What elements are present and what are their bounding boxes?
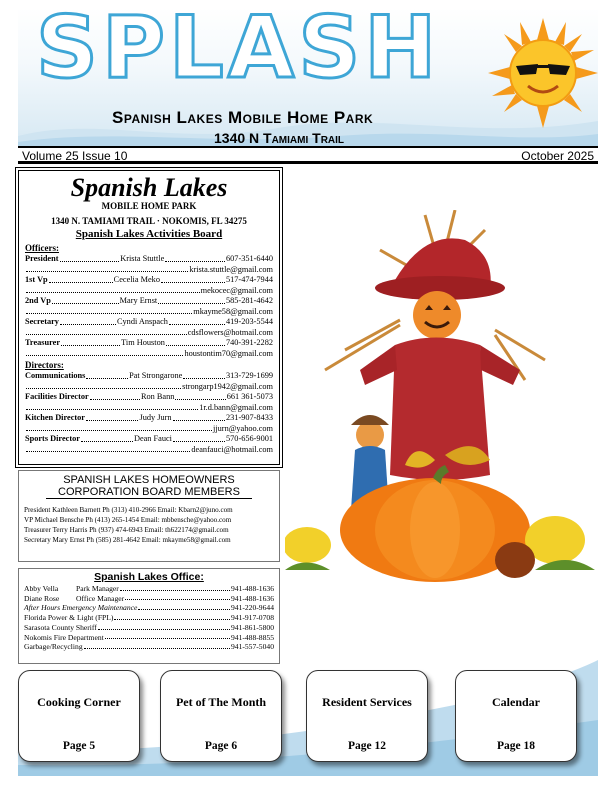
- member-name: Judy Jurn: [139, 413, 172, 422]
- member-email: strongarp1942@gmail.com: [182, 381, 273, 391]
- member-role: President: [25, 254, 59, 263]
- board-member-email-row: [25, 265, 273, 276]
- leader-dots: [26, 424, 212, 432]
- board-member-email-row: [25, 286, 273, 297]
- park-address: 1340 N Tamiami Trail: [214, 130, 345, 146]
- leader-dots: [173, 434, 225, 442]
- leader-dots: [114, 613, 230, 620]
- member-name: Ron Bann: [140, 392, 175, 401]
- board-member-row: [25, 392, 273, 403]
- member-role: Communications: [25, 371, 86, 380]
- office-contact-row: [24, 642, 274, 652]
- hoa-board-box: [18, 470, 280, 562]
- member-email: deanfauci@hotmail.com: [191, 444, 273, 454]
- leader-dots: [175, 392, 225, 400]
- leader-dots: [26, 265, 188, 273]
- member-role: Sports Director: [25, 434, 80, 443]
- nav-card-page: Page 6: [204, 740, 238, 752]
- issue-volume: Volume 25 Issue 10: [22, 149, 128, 163]
- board-member-row: [25, 317, 273, 328]
- nav-card-page: Page 5: [62, 740, 96, 752]
- member-phone: 607-351-6440: [226, 254, 274, 263]
- board-box-address: 1340 N. TAMIAMI TRAIL · NOKOMIS, FL 34275: [51, 216, 247, 226]
- staff-role: Office Manager: [76, 593, 125, 603]
- member-phone: 419-203-5544: [226, 317, 274, 326]
- member-name: Tim Houston: [121, 338, 165, 347]
- board-member-email-row: [25, 307, 273, 318]
- contact-phone: 941-488-8855: [230, 632, 274, 642]
- nav-card-cooking-corner[interactable]: [18, 670, 140, 762]
- leader-dots: [166, 338, 225, 346]
- officers-list: [25, 254, 273, 359]
- leader-dots: [138, 603, 230, 610]
- board-member-row: [25, 296, 273, 307]
- issue-bar: [18, 146, 598, 164]
- leader-dots: [158, 296, 225, 304]
- leader-dots: [161, 275, 225, 283]
- member-phone: 517-474-7944: [225, 275, 273, 284]
- nav-card-title: Calendar: [492, 695, 540, 709]
- board-member-email-row: [25, 328, 273, 339]
- leader-dots: [61, 338, 120, 346]
- board-member-row: [25, 254, 273, 265]
- contact-label: Garbage/Recycling: [24, 642, 83, 652]
- member-email: mekocec@gmail.com: [200, 285, 273, 295]
- issue-date: October 2025: [521, 149, 594, 163]
- member-name: Mary Ernst: [119, 296, 158, 305]
- board-member-row: [25, 275, 273, 286]
- member-email: houstontim70@gmail.com: [184, 348, 273, 358]
- leader-dots: [26, 382, 181, 390]
- nav-card-resident-services[interactable]: [306, 670, 428, 762]
- board-member-row: [25, 371, 273, 382]
- office-contact-row: [24, 623, 274, 633]
- nav-card-title: Cooking Corner: [37, 695, 121, 709]
- nav-card-calendar[interactable]: [455, 670, 577, 762]
- masthead: [18, 0, 598, 146]
- member-phone: 740-391-2282: [225, 338, 273, 347]
- member-email: mkayme58@gmail.com: [193, 306, 273, 316]
- hoa-member-line: VP Michael Bensche Ph (413) 265-1454 Email: mbbensche@yahoo.com: [24, 516, 232, 524]
- staff-name: Abby Vella: [24, 584, 59, 593]
- office-staff-row: [24, 594, 274, 604]
- hoa-member-line: Treasurer Terry Harris Ph (937) 474-6943 Email: th622174@gmail.com: [24, 526, 229, 534]
- leader-dots: [90, 392, 140, 400]
- member-role: Treasurer: [25, 338, 61, 347]
- office-contact-row: [24, 613, 274, 623]
- member-phone: 585-281-4642: [225, 296, 273, 305]
- contact-phone: 941-861-5800: [230, 622, 274, 632]
- member-name: Cyndi Anspach: [117, 317, 168, 326]
- leader-dots: [165, 254, 225, 262]
- hoa-title-line1: SPANISH LAKES HOMEOWNERS: [63, 474, 235, 486]
- nav-card-page: Page 12: [347, 740, 386, 752]
- member-email: cdsflowers@hotmail.com: [187, 327, 273, 337]
- leader-dots: [84, 642, 230, 649]
- member-name: Pat Strongarone: [129, 371, 183, 380]
- contact-phone: 941-917-0708: [230, 613, 274, 623]
- leader-dots: [26, 328, 187, 336]
- leader-dots: [26, 307, 192, 315]
- leader-dots: [26, 403, 198, 411]
- board-member-email-row: [25, 445, 273, 456]
- hoa-member-line: President Kathleen Barnett Ph (313) 410-2966 Email: Kbarn2@juno.com: [24, 506, 233, 514]
- member-phone: 313-729-1699: [226, 371, 274, 380]
- member-role: Secretary: [25, 317, 59, 326]
- member-role: Kitchen Director: [25, 413, 85, 422]
- contact-label: Nokomis Fire Department: [24, 632, 104, 642]
- staff-name: Diane Rose: [24, 593, 60, 603]
- leader-dots: [52, 296, 119, 304]
- member-phone: 570-656-9001: [226, 434, 274, 443]
- nav-card-page: Page 18: [496, 740, 535, 752]
- leader-dots: [173, 413, 225, 421]
- office-staff-row: [24, 584, 274, 594]
- leader-dots: [49, 275, 113, 283]
- contact-label: Sarasota County Sheriff: [24, 622, 97, 632]
- member-phone: 661 361-5073: [226, 392, 274, 401]
- office-box-title: Spanish Lakes Office:: [94, 571, 204, 583]
- board-member-email-row: [25, 349, 273, 360]
- leader-dots: [26, 445, 190, 453]
- board-member-email-row: [25, 424, 273, 435]
- member-name: Dean Fauci: [133, 434, 172, 443]
- board-box-subtitle: MOBILE HOME PARK: [101, 201, 197, 211]
- hoa-member-line: Secretary Mary Ernst Ph (585) 281-4642 Email: mkayme58@gmail.com: [24, 536, 231, 544]
- leader-dots: [60, 254, 120, 262]
- leader-dots: [125, 594, 230, 601]
- leader-dots: [98, 623, 230, 630]
- contact-label: After Hours Emergency Maintenance: [24, 603, 138, 613]
- staff-phone: 941-488-1636: [230, 593, 274, 603]
- board-member-email-row: [25, 382, 273, 393]
- member-role: 2nd Vp: [25, 296, 51, 305]
- member-role: Facilities Director: [25, 392, 89, 401]
- leader-dots: [81, 434, 133, 442]
- leader-dots: [26, 286, 200, 294]
- scarecrow-pumpkin-illustration: [285, 210, 595, 590]
- leader-dots: [120, 584, 230, 591]
- leader-dots: [26, 349, 183, 357]
- directors-heading: Directors:: [25, 360, 64, 370]
- board-member-row: [25, 338, 273, 349]
- member-email: krista.stuttle@gmail.com: [189, 264, 273, 274]
- board-box-title: Spanish Lakes: [70, 173, 228, 202]
- activities-board-box: [18, 170, 280, 465]
- leader-dots: [105, 633, 230, 640]
- sun-with-sunglasses-icon: [488, 18, 598, 128]
- board-member-row: [25, 413, 273, 424]
- office-contact-row: [24, 603, 274, 613]
- staff-role: Park Manager: [76, 584, 119, 593]
- staff-phone: 941-488-1636: [230, 584, 274, 593]
- office-contact-row: [24, 633, 274, 643]
- office-contacts-box: [18, 568, 280, 664]
- leader-dots: [86, 371, 128, 379]
- member-role: 1st Vp: [25, 275, 48, 284]
- member-email: jjurn@yahoo.com: [213, 423, 273, 433]
- member-name: Cecelia Meko: [113, 275, 160, 284]
- leader-dots: [169, 317, 225, 325]
- member-name: Krista Stuttle: [120, 254, 165, 263]
- hoa-title-line2: CORPORATION BOARD MEMBERS: [46, 486, 252, 499]
- leader-dots: [183, 371, 225, 379]
- leader-dots: [86, 413, 138, 421]
- nav-card-title: Pet of The Month: [175, 695, 267, 709]
- contact-phone: 941-220-9644: [230, 603, 274, 613]
- contact-label: Florida Power & Light (FPL): [24, 613, 114, 623]
- park-name: Spanish Lakes Mobile Home Park: [112, 108, 374, 127]
- member-email: 1r.d.bann@gmail.com: [199, 402, 273, 412]
- leader-dots: [60, 317, 116, 325]
- board-member-row: [25, 434, 273, 445]
- nav-card-title: Resident Services: [322, 695, 412, 709]
- contact-phone: 941-557-5040: [230, 642, 274, 652]
- member-phone: 231-907-8433: [226, 413, 274, 422]
- masthead-title: SPLASH: [36, 0, 441, 98]
- officers-heading: Officers:: [25, 243, 59, 253]
- board-member-email-row: [25, 403, 273, 414]
- directors-list: [25, 371, 273, 455]
- nav-card-pet-of-the-month[interactable]: [160, 670, 282, 762]
- activities-board-title: Spanish Lakes Activities Board: [75, 228, 223, 240]
